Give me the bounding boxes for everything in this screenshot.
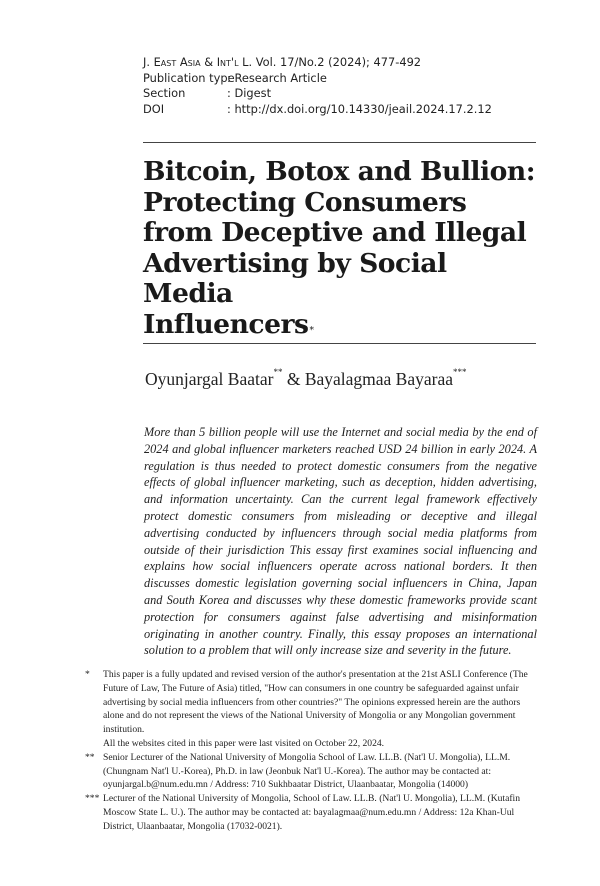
author-line: Oyunjargal Baatar** & Bayalagmaa Bayaraa*** <box>145 367 467 389</box>
author-2: Bayalagmaa Bayaraa <box>304 369 454 389</box>
section-value: : Digest <box>227 86 272 101</box>
footnote: ** Senior Lecturer of the National University of Mongolia School of Law. LL.B. (Nat'l U. Mongolia), LL.M. (Chungnam Nat'l U.-Korea), Ph.D. in law (Jeonbuk Nat'l U.-Korea). The author may be contacted at: oyunjargal.b@num.edu.mn / Address: 710 Sukhbaatar District, Ulaanbaatar, Mongolia (14000) <box>85 751 511 791</box>
author-1: Oyunjargal Baatar <box>145 369 274 389</box>
doi-label: DOI <box>143 101 165 116</box>
top-divider <box>143 142 536 143</box>
publication-type <box>143 71 492 87</box>
doi <box>143 102 492 118</box>
section <box>143 86 492 102</box>
footnote: *** Lecturer of the National University of Mongolia, School of Law. LL.B. (Nat'l U. Mongolia), LL.M. (Kutafin Moscow State L. U.). The author may be contacted at: bayalagmaa@num.edu.mn / Address: 12a Khan-Uul District, Ulaanbaatar, Mongolia (17032-0021). <box>85 793 521 832</box>
publication-type-label: Publication type <box>143 70 235 85</box>
journal-citation: J. East Asia & Int'l L. Vol. 17/No.2 (2024); 477-492 <box>143 55 422 69</box>
footnote: * This paper is a fully updated and revised version of the author's presentation at the 21st ASLI Conference (The Future of Law, The Future of Asia) titled, "How can consumers in one country be safeguarded against unfair advertising by social media influencers from other countries?" The opinions expressed herein are the authors alone and do not represent the views of the National University of Mongolia or any Mongolian government institution. All the websites cited in this paper were last visited on October 22, 2024. <box>85 669 528 749</box>
title-divider <box>143 343 536 344</box>
section-label: Section <box>143 86 186 101</box>
paper-title: Bitcoin, Botox and Bullion: Protecting Consumers from Deceptive and Illegal Advertising by Social Media Influencers* <box>143 156 536 340</box>
publication-type-value: : Research Article <box>227 70 327 85</box>
article-metadata <box>143 55 492 117</box>
doi-value[interactable]: : http://dx.doi.org/10.14330/jeail.2024.17.2.12 <box>227 101 492 116</box>
abstract: More than 5 billion people will use the Internet and social media by the end of 2024 and global influencer marketers reached USD 24 billion in early 2024. A regulation is thus needed to protect domestic consumers from the negative effects of global influencer marketing, such as deception, hidden advertising, and information uncertainty. Can the current legal framework effectively protect domestic consumers from misleading or deceptive and illegal advertising conducted by influencers through social media platforms from outside of their jurisdiction This essay first examines social influencing and explains how social influencers operate across national borders. It then discusses domestic legislation governing social influencers in China, Japan and South Korea and discusses why these domestic frameworks provide scant protection for consumers against false advertising and misinformation originating in another country. Finally, this essay proposes an international solution to a problem that will only increase size and severity in the future. <box>144 425 537 658</box>
footnotes <box>85 668 538 834</box>
title-footnote-mark: * <box>309 325 314 336</box>
